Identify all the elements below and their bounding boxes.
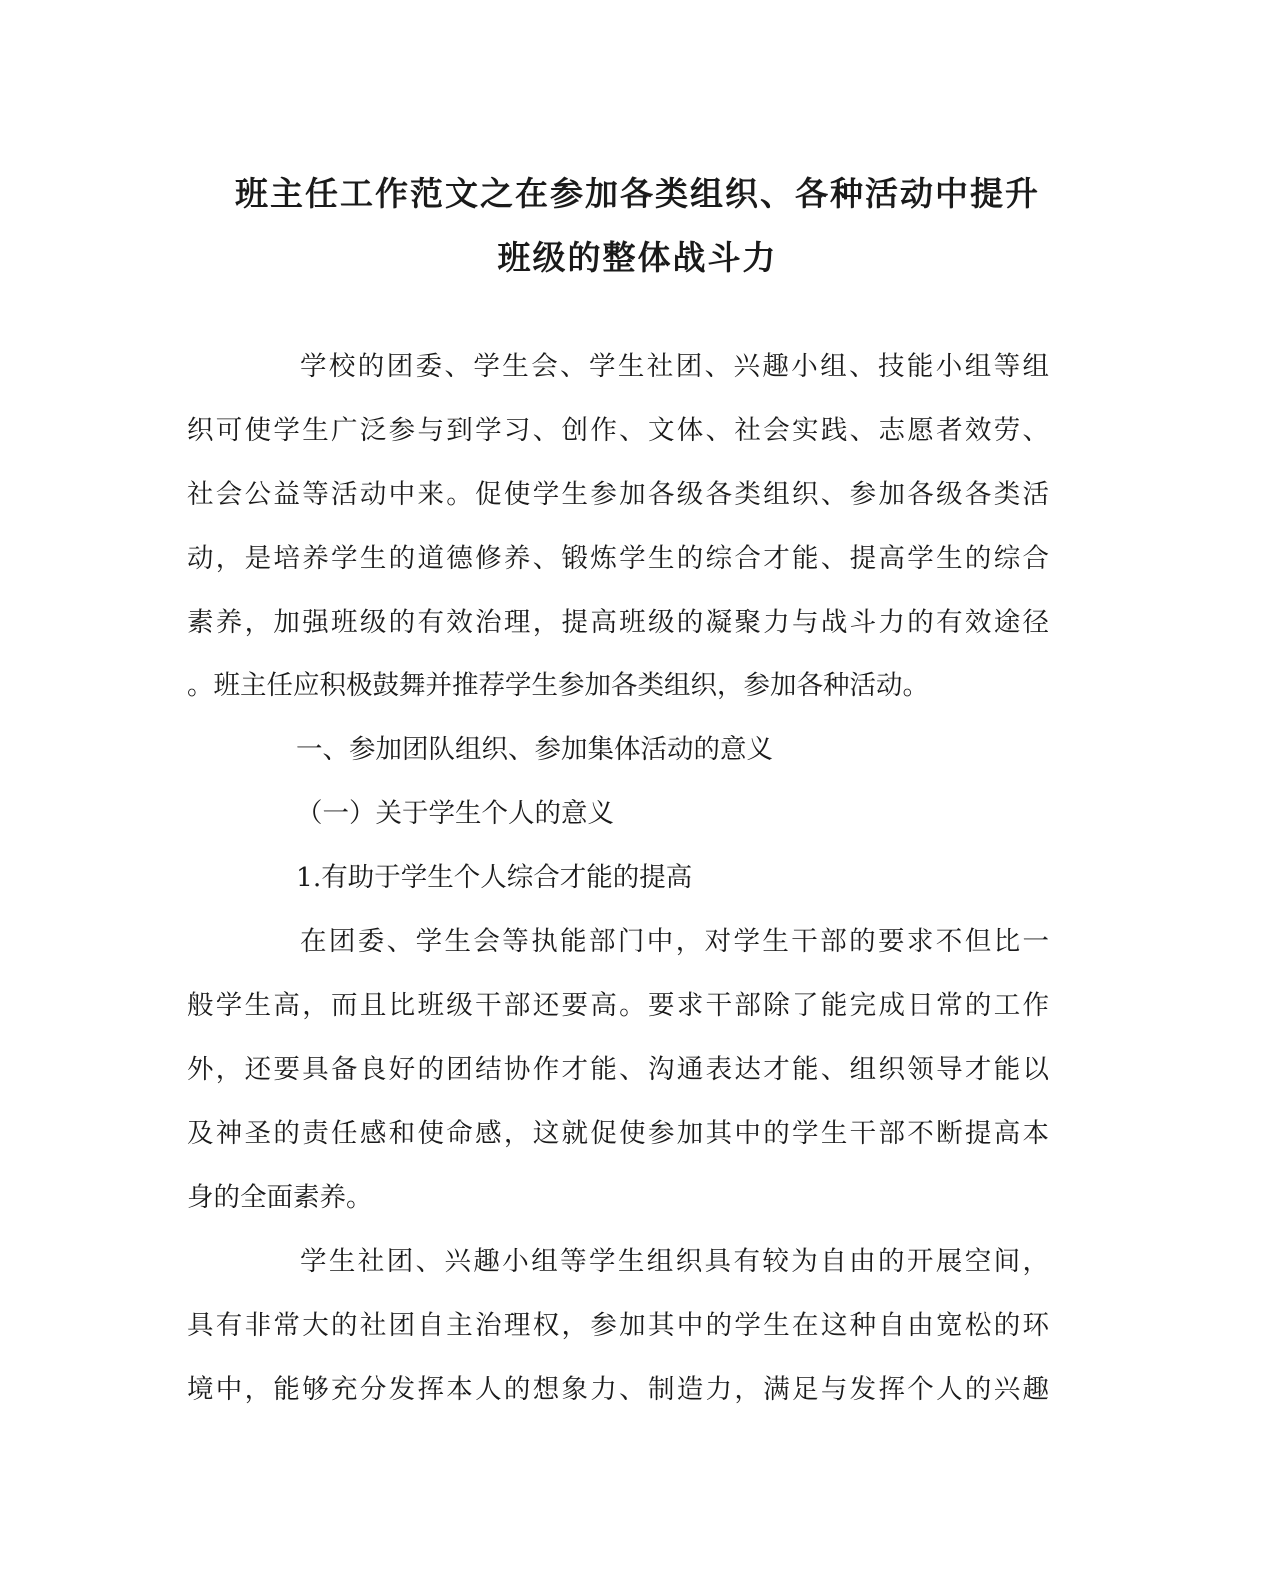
section-heading: 一、参加团队组织、参加集体活动的意义 — [296, 734, 773, 765]
paragraph-line: 素养，加强班级的有效治理，提高班级的凝聚力与战斗力的有效途径 — [187, 607, 1049, 638]
paragraph-line: 学生社团、兴趣小组等学生组织具有较为自由的开展空间， — [300, 1246, 1049, 1277]
paragraph-line: 社会公益等活动中来。促使学生参加各级各类组织、参加各级各类活 — [187, 479, 1049, 510]
paragraph-line: 身的全面素养。 — [187, 1182, 373, 1213]
paragraph-line: 在团委、学生会等执能部门中，对学生干部的要求不但比一 — [300, 926, 1049, 957]
paragraph-line: 织可使学生广泛参与到学习、创作、文体、社会实践、志愿者效劳、 — [187, 415, 1049, 446]
subsection-heading: （一）关于学生个人的意义 — [296, 798, 614, 829]
document-title-line-2: 班级的整体战斗力 — [497, 238, 778, 277]
paragraph-line: 具有非常大的社团自主治理权，参加其中的学生在这种自由宽松的环 — [187, 1310, 1049, 1341]
paragraph-line: 及神圣的责任感和使命感，这就促使参加其中的学生干部不断提高本 — [187, 1118, 1049, 1149]
paragraph-line: 般学生高，而且比班级干部还要高。要求干部除了能完成日常的工作 — [187, 990, 1049, 1021]
paragraph-line: 外，还要具备良好的团结协作才能、沟通表达才能、组织领导才能以 — [187, 1054, 1049, 1085]
paragraph-line: 动，是培养学生的道德修养、锻炼学生的综合才能、提高学生的综合 — [187, 543, 1049, 574]
paragraph-line: 学校的团委、学生会、学生社团、兴趣小组、技能小组等组 — [300, 351, 1049, 382]
document-title-line-1: 班主任工作范文之在参加各类组织、各种活动中提升 — [235, 174, 1040, 213]
paragraph-line: 。班主任应积极鼓舞并推荐学生参加各类组织，参加各种活动。 — [187, 670, 929, 701]
paragraph-line: 境中，能够充分发挥本人的想象力、制造力，满足与发挥个人的兴趣 — [187, 1374, 1049, 1405]
numbered-heading: 1.有助于学生个人综合才能的提高 — [296, 862, 693, 893]
